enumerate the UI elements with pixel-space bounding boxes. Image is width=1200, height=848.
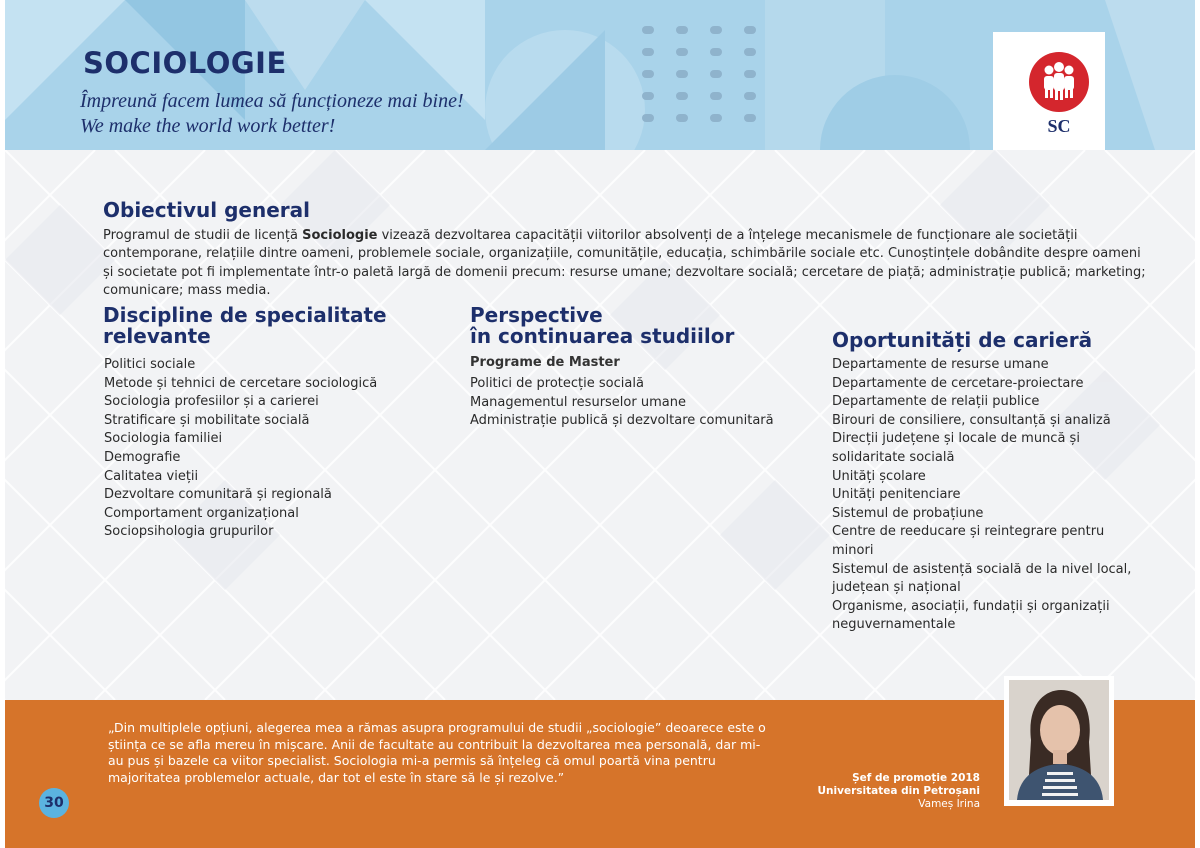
list-item: Unități școlare <box>832 468 926 484</box>
objective-heading: Obiectivul general <box>103 198 311 222</box>
list-item: Departamente de cercetare-proiectare <box>832 375 1084 391</box>
objective-text-rest: vizează dezvoltarea capacității viitorilor absolvenți de a înțelege mecanismele de funcționare ale societății contemporane, relațiile dintre oameni, problemele sociale, organizațiile, comunitățile, educația, schimbările sociale etc. Cunoștințele dobândite despre oameni și societate pot fi implementate într-o paletă largă de domenii precum: resurse umane; dezvoltare socială; cercetare de piață; administrație publică; marketing; comunicare; mass media. <box>103 228 1146 298</box>
disciplines-heading-line1: Discipline de specialitate <box>103 303 387 327</box>
list-item: Departamente de resurse umane <box>832 357 1049 372</box>
list-item: Administrație publică și dezvoltare comunitară <box>470 413 774 429</box>
list-item: Unități penitenciare <box>832 487 961 503</box>
careers-list <box>832 356 1132 635</box>
people-group-icon <box>1029 52 1089 112</box>
list-item: Sistemul de asistență socială de la nivel local, județean și național <box>832 561 1132 596</box>
list-item: Sistemul de probațiune <box>832 505 984 521</box>
master-programs-list <box>470 375 800 431</box>
attribution-role: Șef de promoție 2018 <box>852 772 980 784</box>
list-item: Direcții județene și locale de muncă și solidaritate socială <box>832 431 1080 465</box>
page-number: 30 <box>39 788 69 818</box>
list-item: Sociopsihologia grupurilor <box>104 524 274 540</box>
list-item: Sociologia profesiilor și a carierei <box>104 394 319 410</box>
list-item: Departamente de relații publice <box>832 394 1040 410</box>
page-title: SOCIOLOGIE <box>83 46 287 80</box>
list-item: Dezvoltare comunitară și regională <box>104 487 332 503</box>
list-item: Politici de protecție socială <box>470 376 644 391</box>
attribution-name: Vameș Irina <box>918 798 980 810</box>
objective-text <box>103 227 1153 300</box>
program-badge <box>993 32 1105 150</box>
portrait-photo <box>1009 680 1109 800</box>
list-item: Centre de reeducare și reintegrare pentru minori <box>832 524 1105 558</box>
list-item: Demografie <box>104 449 181 465</box>
disciplines-heading <box>103 305 387 347</box>
master-programs-subheading: Programe de Master <box>470 355 620 370</box>
perspectives-heading-line1: Perspective <box>470 303 603 327</box>
disciplines-list <box>104 356 434 542</box>
perspectives-heading <box>470 305 734 347</box>
list-item: Metode și tehnici de cercetare sociologică <box>104 375 378 391</box>
objective-text-start: Programul de studii de licență <box>103 228 303 243</box>
tagline-english: We make the world work better! <box>80 115 336 137</box>
tagline-romanian: Împreună facem lumea să funcționeze mai bine! <box>80 90 464 112</box>
list-item: Stratificare și mobilitate socială <box>104 412 310 428</box>
disciplines-heading-line2: relevante <box>103 324 211 348</box>
attribution-university: Universitatea din Petroșani <box>817 785 980 797</box>
badge-circle <box>1029 52 1089 112</box>
list-item: Sociologia familiei <box>104 431 223 447</box>
program-code: SC <box>1047 116 1071 136</box>
list-item: Managementul resurselor umane <box>470 394 686 410</box>
list-item: Comportament organizațional <box>104 505 299 521</box>
list-item: Calitatea vieții <box>104 468 199 484</box>
brochure-page <box>5 0 1195 848</box>
portrait-illustration <box>1009 680 1109 800</box>
perspectives-heading-line2: în continuarea studiilor <box>470 324 735 348</box>
list-item: Politici sociale <box>104 357 196 372</box>
header-band <box>5 0 1195 150</box>
list-item: Birouri de consiliere, consultanță și analiză <box>832 412 1111 428</box>
testimonial-quote: „Din multiplele opțiuni, alegerea mea a rămas asupra programului de studii „sociologie” deoarece este o știința ce se afla mereu în mișcare. Anii de facultate au contribuit la dezvoltarea mea personală, dar mi-au pus și bazele ca viitor specialist. Sociologia mi-a permis să înțeleg că omul poartă vina pentru majoritatea problemelor actuale, dar tot el este în stare să le și rezolve.” <box>108 720 766 785</box>
careers-heading: Oportunități de carieră <box>832 328 1093 352</box>
objective-text-program: Sociologie <box>302 228 378 243</box>
list-item: Organisme, asociații, fundații și organizații neguvernamentale <box>832 598 1110 633</box>
